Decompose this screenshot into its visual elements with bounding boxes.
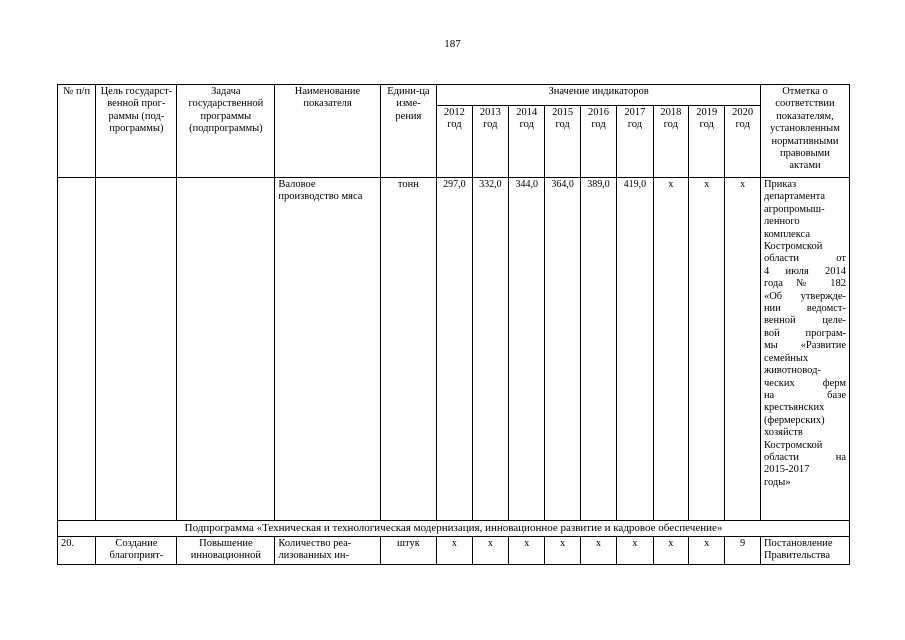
row-unit-cell: тонн bbox=[380, 178, 437, 521]
subprogram-title: Подпрограмма «Техническая и технологическая модернизация, инновационное развитие и кадровое обеспечение» bbox=[58, 521, 850, 537]
year-cell: 2012 год bbox=[437, 106, 472, 178]
note-line: 4 июля 2014 bbox=[763, 265, 846, 277]
year-cell: 2013 год bbox=[472, 106, 508, 178]
value-cell: х bbox=[689, 537, 725, 565]
note-line: Приказ bbox=[763, 179, 797, 190]
year-cell: 2016 год bbox=[580, 106, 616, 178]
year-cell: 2017 год bbox=[617, 106, 653, 178]
row-task-cell: Повышение инновационной bbox=[177, 537, 275, 565]
note-line: года № 182 bbox=[763, 278, 846, 290]
value-cell: х bbox=[437, 537, 472, 565]
year-cell: 2020 год bbox=[725, 106, 761, 178]
header-row-1 bbox=[58, 85, 850, 106]
year-cell: 2019 год bbox=[689, 106, 725, 178]
note-line: 2015-2017 bbox=[763, 464, 810, 476]
note-line: комплекса bbox=[763, 228, 811, 240]
note-line: семейных bbox=[763, 352, 809, 364]
value-cell: х bbox=[689, 178, 725, 521]
value-cell: х bbox=[580, 537, 616, 565]
header-note: Отметка о соответствии показателям, установленным нормативными правовыми актами bbox=[760, 85, 849, 178]
note-line: «Об утвержде- bbox=[763, 290, 846, 302]
value-cell: х bbox=[472, 537, 508, 565]
year-cell: 2015 год bbox=[545, 106, 580, 178]
indicators-table bbox=[57, 84, 850, 565]
subprogram-row bbox=[58, 521, 850, 537]
note-line: нии ведомст- bbox=[763, 303, 846, 315]
note-line: вой програм- bbox=[763, 327, 846, 339]
row-task-cell bbox=[177, 178, 275, 521]
header-num: № п/п bbox=[58, 85, 96, 178]
note-line: животновод- bbox=[763, 365, 821, 377]
year-cell: 2014 год bbox=[509, 106, 545, 178]
value-cell: х bbox=[653, 537, 688, 565]
year-cell: 2018 год bbox=[653, 106, 688, 178]
row-note-cell bbox=[760, 178, 849, 521]
note-line: (фермерских) bbox=[763, 414, 825, 426]
header-indicator: Наименование показателя bbox=[275, 85, 380, 178]
note-line: годы» bbox=[763, 476, 791, 488]
header-task: Задача государственной программы (подпрограммы) bbox=[177, 85, 275, 178]
table-row bbox=[58, 178, 850, 521]
value-cell: х bbox=[653, 178, 688, 521]
row-unit-cell: штук bbox=[380, 537, 437, 565]
value-cell: 344,0 bbox=[509, 178, 545, 521]
note-line: ческих ферм bbox=[763, 377, 846, 389]
note-line: агропромыш- bbox=[763, 203, 825, 215]
table-row bbox=[58, 537, 850, 565]
note-line: ленного bbox=[763, 216, 800, 228]
row-num-cell: 20. bbox=[58, 537, 96, 565]
page-number: 187 bbox=[444, 38, 461, 50]
note-line: области на bbox=[763, 451, 846, 463]
value-cell: 297,0 bbox=[437, 178, 472, 521]
header-goal: Цель государст-венной прог-раммы (под-программы) bbox=[96, 85, 177, 178]
note-line: Костромской bbox=[763, 439, 823, 451]
note-line: мы «Развитие bbox=[763, 340, 846, 352]
row-goal-cell bbox=[96, 178, 177, 521]
row-num-cell bbox=[58, 178, 96, 521]
note-line: хозяйств bbox=[763, 427, 803, 439]
note-line: на базе bbox=[763, 389, 846, 401]
row-note-cell: Постановление Правительства bbox=[760, 537, 849, 565]
row-goal-cell: Создание благоприят- bbox=[96, 537, 177, 565]
value-cell: х bbox=[617, 537, 653, 565]
header-unit: Едини-ца изме-рения bbox=[380, 85, 437, 178]
value-cell: 419,0 bbox=[617, 178, 653, 521]
value-cell: х bbox=[545, 537, 580, 565]
row-indicator-cell: Количество реа-лизованных ин- bbox=[275, 537, 380, 565]
note-line: департамента bbox=[763, 191, 826, 203]
value-cell: х bbox=[509, 537, 545, 565]
value-cell: 9 bbox=[725, 537, 761, 565]
value-cell: х bbox=[725, 178, 761, 521]
value-cell: 332,0 bbox=[472, 178, 508, 521]
note-line: области от bbox=[763, 253, 846, 265]
note-line: крестьянских bbox=[763, 402, 825, 414]
row-indicator-cell: Валовое производство мяса bbox=[275, 178, 380, 521]
value-cell: 364,0 bbox=[545, 178, 580, 521]
header-values-group: Значение индикаторов bbox=[437, 85, 761, 106]
note-line: венной целе- bbox=[763, 315, 846, 327]
value-cell: 389,0 bbox=[580, 178, 616, 521]
note-line: Костромской bbox=[763, 241, 823, 253]
